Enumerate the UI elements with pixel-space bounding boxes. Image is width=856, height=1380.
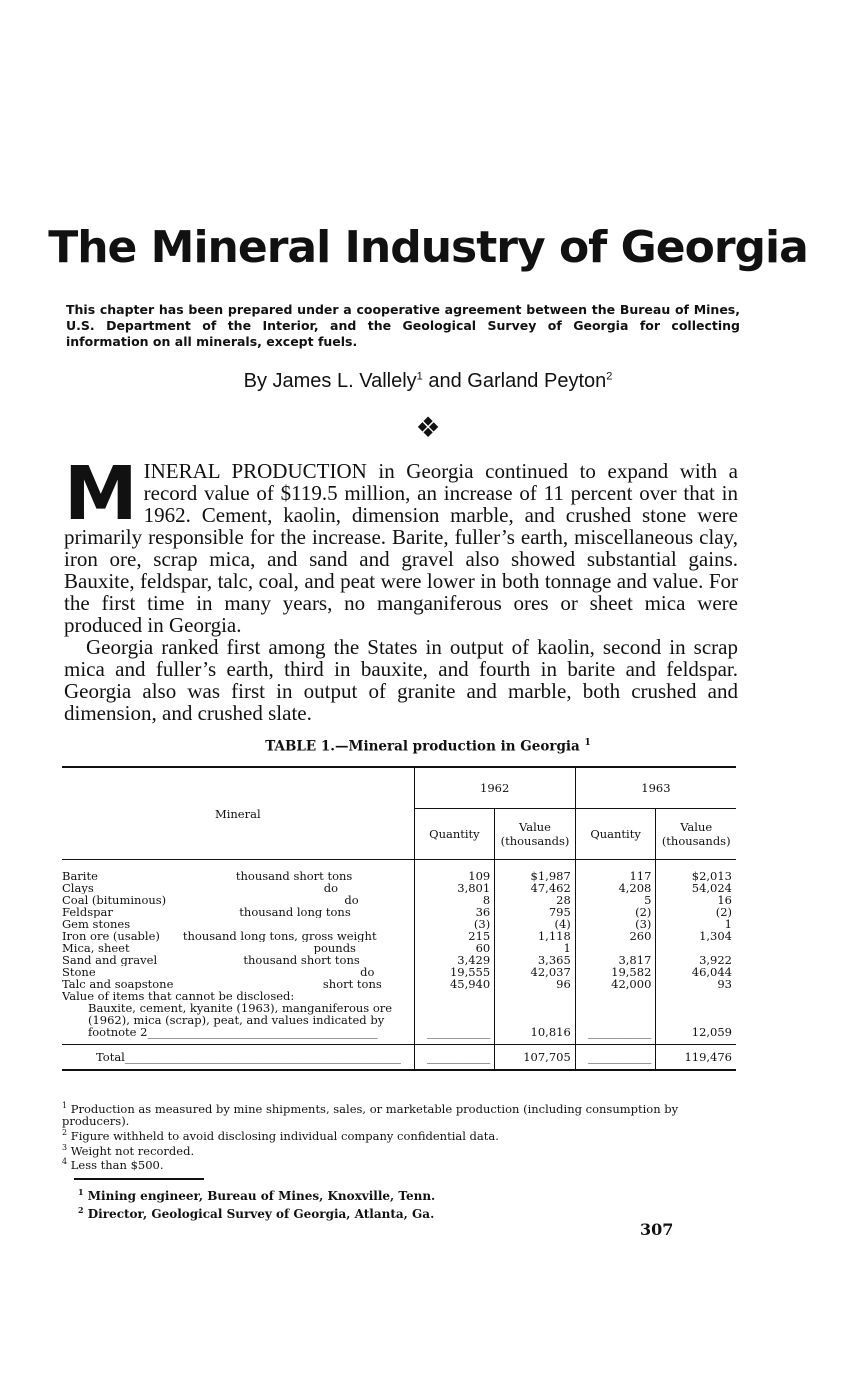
mineral-name: Mica, sheet________________________________pounds__	[62, 942, 368, 954]
drop-cap: M	[64, 451, 138, 537]
value-1962: $1,987	[495, 860, 576, 883]
quantity-1962: (3)	[414, 918, 495, 930]
header-quantity-1962: Quantity	[414, 809, 495, 860]
value-1962: 3,365	[495, 954, 576, 966]
quantity-1962: 19,555	[414, 966, 495, 978]
total-quantity-1963: ___________	[575, 1045, 656, 1071]
footnote-mark: 3	[62, 1142, 68, 1152]
undisclosed-label: Value of items that cannot be disclosed:	[62, 990, 295, 1002]
table-row	[62, 860, 736, 883]
quantity-1962: 109	[414, 860, 495, 883]
byline-prefix: By	[243, 370, 267, 392]
author-notes-divider	[74, 1178, 204, 1180]
body-text	[64, 451, 738, 725]
quantity-1962: 36	[414, 906, 495, 918]
author-note-text: Director, Geological Survey of Georgia, Atlanta, Ga.	[87, 1207, 435, 1221]
quantity-1963: (2)	[575, 906, 656, 918]
quantity-1963: 19,582	[575, 966, 656, 978]
undisclosed-detail: Bauxite, cement, kyanite (1963), manganiferous ore (1962), mica (scrap), peat, and values indicated by footnote 2________________________________________	[88, 1001, 393, 1039]
paragraph-1	[64, 451, 738, 637]
author-note-mark: 1	[78, 1187, 84, 1197]
author-2-ref: 2	[606, 370, 613, 383]
table-caption-text: TABLE 1.—Mineral production in Georgia	[265, 738, 580, 755]
author-note	[78, 1185, 678, 1203]
intro-note: This chapter has been prepared under a cooperative agreement between the Bureau of Mines, U.S. Department of the Interior, and the Geological Survey of Georgia for collecting information on all minerals, except fuels.	[66, 302, 740, 349]
mineral-name: Barite________________________thousand short tons__	[62, 869, 364, 882]
value-1963: 93	[656, 978, 736, 990]
footnote-text: Figure withheld to avoid disclosing individual company confidential data.	[70, 1128, 499, 1143]
mineral-name: Talc and soapstone__________________________short tons__	[62, 978, 394, 990]
footnote	[62, 1127, 738, 1142]
mineral-name: Clays________________________________________do____	[62, 882, 362, 894]
value-1963: 3,922	[656, 954, 736, 966]
value-1962: 47,462	[495, 882, 576, 894]
value-1962: 795	[495, 906, 576, 918]
mineral-name: Feldspar______________________thousand long tons__	[62, 906, 363, 918]
page-number: 307	[640, 1220, 674, 1239]
header-year-1962: 1962	[414, 767, 575, 809]
mineral-name: Gem stones____________________________________________	[62, 918, 384, 930]
value-1963: 1,304	[656, 930, 736, 942]
quantity-1962: 3,801	[414, 882, 495, 894]
footnote-text: Weight not recorded.	[70, 1143, 195, 1158]
footnote-mark: 4	[62, 1157, 68, 1167]
paragraph-1-text: INERAL PRODUCTION in Georgia continued to expand with a record value of $119.5 million, an increase of 11 percent over that in 1962. Cement, kaolin, dimension marble, and crushed stone were primarily responsible for the increase. Barite, fuller’s earth, miscellaneous clay, iron ore, scrap mica, and sand and gravel also showed substantial gains. Bauxite, feldspar, talc, coal, and peat were lower in both tonnage and value. For the first time in many years, no manganiferous ores or sheet mica were produced in Georgia.	[64, 459, 738, 637]
quantity-1963: (3)	[575, 918, 656, 930]
author-1-ref: 1	[416, 370, 423, 383]
table-row	[62, 1002, 736, 1045]
author-note-mark: 2	[78, 1205, 84, 1215]
footnote-text: Production as measured by mine shipments, sales, or marketable production (including consumption by producers).	[62, 1101, 679, 1128]
header-quantity-1963: Quantity	[575, 809, 656, 860]
table-caption-ref: 1	[584, 738, 591, 748]
total-quantity-1962: ___________	[414, 1045, 495, 1071]
value-1962: 1,118	[495, 930, 576, 942]
header-value-1962: Value (thousands)	[495, 809, 576, 860]
quantity-1963: 4,208	[575, 882, 656, 894]
value-1963: $2,013	[656, 860, 736, 883]
footnote-mark: 1	[62, 1101, 68, 1110]
header-value-1963: Value (thousands)	[656, 809, 736, 860]
quantity-1963: 5	[575, 894, 656, 906]
value-1962: 28	[495, 894, 576, 906]
quantity-1962: 45,940	[414, 978, 495, 990]
value-1963: 46,044	[656, 966, 736, 978]
quantity-1962: 3,429	[414, 954, 495, 966]
total-value-1963: 119,476	[656, 1045, 736, 1071]
mineral-name: Iron ore (usable)____thousand long tons, gross weight__	[62, 930, 389, 942]
value-1962: 42,037	[495, 966, 576, 978]
mineral-production-table	[62, 766, 736, 1071]
quantity-1962: 215	[414, 930, 495, 942]
undisclosed-value-1963: 12,059	[656, 1002, 736, 1045]
total-value-1962: 107,705	[495, 1045, 576, 1071]
author-1-name: James L. Vallely	[272, 370, 417, 392]
quantity-1963: 260	[575, 930, 656, 942]
author-note	[78, 1203, 678, 1221]
undisclosed-quantity-1962: ___________	[414, 1002, 495, 1045]
footnote-text: Less than $500.	[70, 1158, 164, 1173]
table-row	[62, 882, 736, 894]
author-note-text: Mining engineer, Bureau of Mines, Knoxville, Tenn.	[87, 1189, 436, 1203]
page-title: The Mineral Industry of Georgia	[48, 222, 808, 273]
quantity-1962: 60	[414, 942, 495, 954]
footnote	[62, 1156, 738, 1171]
value-1962: 96	[495, 978, 576, 990]
total-label: Total________________________________________________	[62, 1045, 414, 1071]
mineral-name: Sand and gravel_______________thousand short tons__	[62, 954, 372, 966]
byline	[0, 370, 856, 393]
value-1963: 1	[656, 918, 736, 930]
author-2-name: Garland Peyton	[467, 370, 607, 392]
quantity-1963: 42,000	[575, 978, 656, 990]
footnote-mark: 2	[62, 1127, 68, 1137]
byline-conjunction: and	[428, 370, 462, 392]
table-row	[62, 930, 736, 942]
table-footnotes	[62, 1100, 738, 1171]
quantity-1962: 8	[414, 894, 495, 906]
paragraph-2: Georgia ranked first among the States in output of kaolin, second in scrap mica and fuller’s earth, third in bauxite, and fourth in barite and feldspar. Georgia also was first in output of granite and marble, both crushed and dimension, and crushed slate.	[64, 635, 738, 725]
value-1962: 1	[495, 942, 576, 954]
author-notes	[78, 1185, 678, 1221]
footnote	[62, 1100, 738, 1127]
total-row	[62, 1045, 736, 1071]
quantity-1963: 117	[575, 860, 656, 883]
mineral-name: Coal (bituminous)_______________________________do____	[62, 894, 382, 906]
value-1963: (2)	[656, 906, 736, 918]
header-year-1963: 1963	[575, 767, 736, 809]
undisclosed-quantity-1963: ___________	[575, 1002, 656, 1045]
ornament-icon: ❖	[415, 413, 441, 444]
table-caption	[0, 738, 856, 755]
value-1963: 16	[656, 894, 736, 906]
table-row	[62, 978, 736, 990]
value-1963: 54,024	[656, 882, 736, 894]
value-1962: (4)	[495, 918, 576, 930]
mineral-name: Stone______________________________________________do____	[62, 966, 398, 978]
header-mineral: Mineral	[62, 767, 414, 860]
undisclosed-value-1962: 10,816	[495, 1002, 576, 1045]
quantity-1963: 3,817	[575, 954, 656, 966]
footnote	[62, 1142, 738, 1157]
